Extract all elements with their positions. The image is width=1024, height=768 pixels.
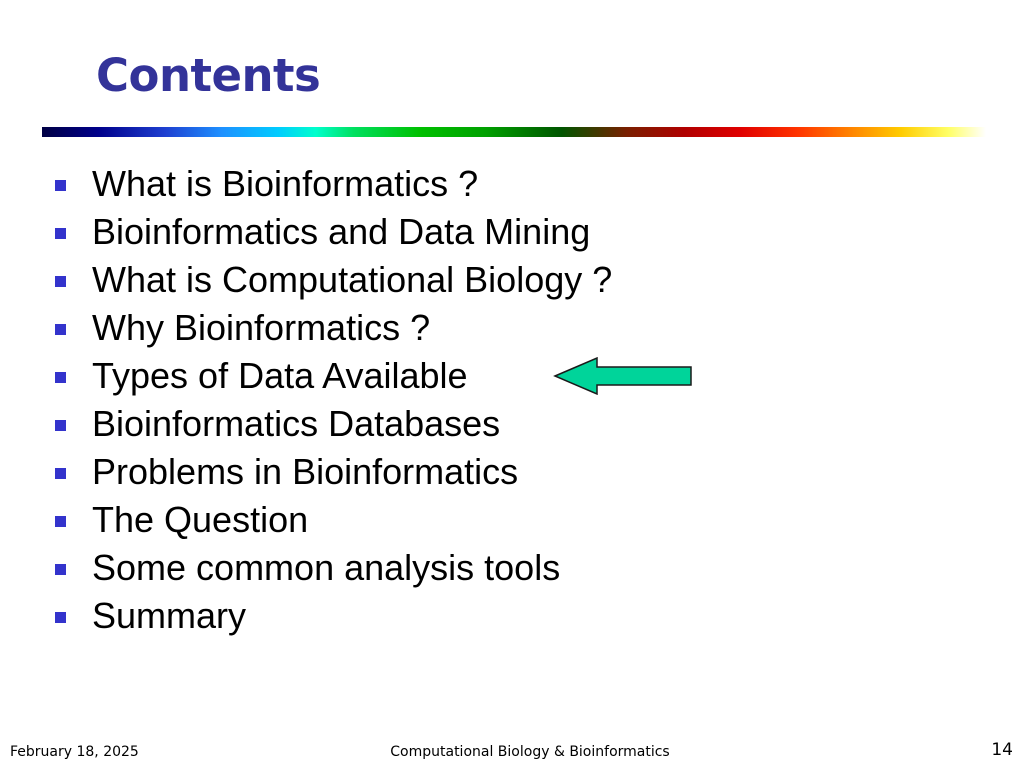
list-item-text: Bioinformatics and Data Mining — [92, 211, 591, 252]
bullet-square-icon — [55, 180, 66, 191]
bullet-square-icon — [55, 372, 66, 383]
rainbow-divider — [42, 127, 986, 137]
footer-title: Computational Biology & Bioinformatics — [390, 744, 670, 760]
list-item-text: Summary — [92, 595, 247, 636]
list-item-text: What is Computational Biology ? — [92, 259, 613, 300]
list-item-text: Problems in Bioinformatics — [92, 451, 519, 492]
list-item-text: The Question — [92, 499, 309, 540]
bullet-square-icon — [55, 564, 66, 575]
list-item-text: Bioinformatics Databases — [92, 403, 501, 444]
list-item-text: Some common analysis tools — [92, 547, 561, 588]
bullet-square-icon — [55, 276, 66, 287]
bullet-square-icon — [55, 324, 66, 335]
list-item-text: What is Bioinformatics ? — [92, 163, 479, 204]
bullet-square-icon — [55, 468, 66, 479]
slide-title: Contents — [96, 49, 321, 102]
page-number: 14 — [991, 740, 1013, 760]
list-item-text: Types of Data Available — [92, 355, 468, 396]
bullet-square-icon — [55, 420, 66, 431]
bullet-square-icon — [55, 228, 66, 239]
list-item-text: Why Bioinformatics ? — [92, 307, 431, 348]
footer-date: February 18, 2025 — [10, 744, 139, 760]
bullet-square-icon — [55, 516, 66, 527]
left-arrow-icon — [553, 357, 693, 395]
bullet-square-icon — [55, 612, 66, 623]
